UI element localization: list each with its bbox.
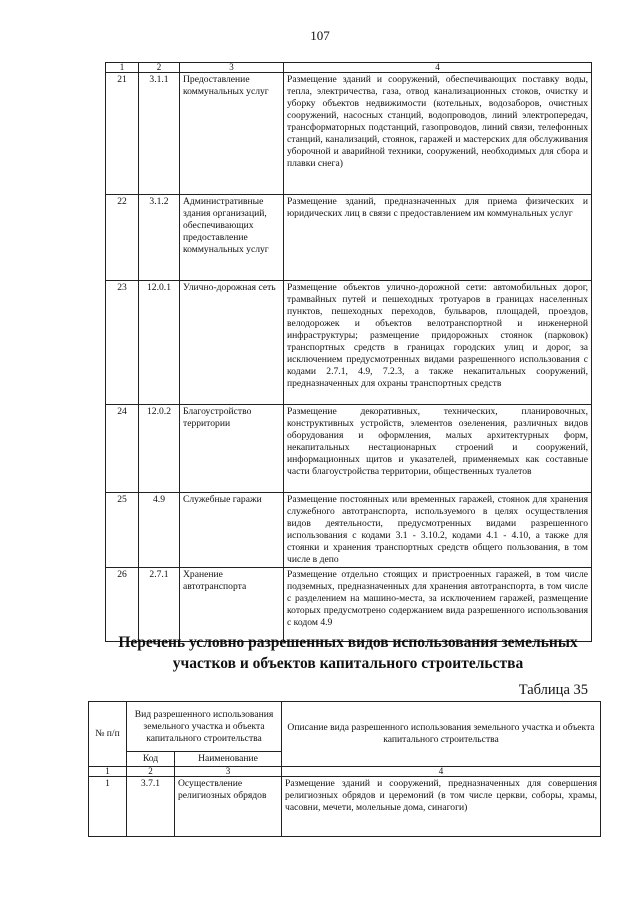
column-header-use-type: Вид разрешенного использования земельного участка и объекта капитального строительства — [127, 702, 282, 752]
column-index: 4 — [282, 767, 601, 777]
use-code: 3.7.1 — [127, 777, 175, 837]
use-description: Размещение зданий и сооружений, предназначенных для совершения религиозных обрядов и церемоний (в том числе церкви, соборы, храмы, часовни, мечети, молельные дома, синагоги) — [282, 777, 601, 837]
use-description: Размещение зданий, предназначенных для приема физических и юридических лиц в связи с предоставлением им коммунальных услуг — [284, 195, 592, 281]
column-header-name: Наименование — [175, 752, 282, 767]
column-index: 3 — [175, 767, 282, 777]
table-header-row — [89, 702, 601, 752]
column-index: 2 — [127, 767, 175, 777]
page-number: 107 — [310, 28, 330, 43]
use-description: Размещение зданий и сооружений, обеспечивающих поставку воды, тепла, электричества, газа, отвод канализационных стоков, очистку и уборку объектов недвижимости (котельных, водозаборов, очистных сооружений, насосных станций, водопроводов, линий электропередач, трансформаторных подстанций, газопроводов, линий связи, телефонных станций, канализаций, стоянок, гаражей и мастерских для обслуживания уборочной и аварийной техники, сооружений, необходимых для сбора и плавки снега) — [284, 73, 592, 195]
use-description: Размещение отдельно стоящих и пристроенных гаражей, в том числе подземных, предназначенных для хранения автотранспорта, в том числе с разделением на машино-места, за исключением гаражей, размещение которых предусмотрено содержанием вида разрешенного использования с кодом 4.9 — [284, 568, 592, 642]
column-header-code: Код — [127, 752, 175, 767]
use-code: 3.1.1 — [139, 73, 180, 195]
use-description: Размещение постоянных или временных гаражей, стоянок для хранения служебного автотранспорта, используемого в целях осуществления видов деятельности, предусмотренных видами разрешенного использования с кодами 3.1 - 3.10.2, кодами 4.1 - 4.10, а также для стоянки и хранения транспортных средств общего пользования, в том числе в депо — [284, 493, 592, 568]
row-number: 22 — [106, 195, 139, 281]
row-number: 25 — [106, 493, 139, 568]
column-header-number: № п/п — [89, 702, 127, 767]
use-name: Благоустройство территории — [180, 405, 284, 493]
use-code: 3.1.2 — [139, 195, 180, 281]
table-row — [89, 777, 601, 837]
column-index-row — [106, 63, 592, 73]
column-index: 3 — [180, 63, 284, 73]
table-row — [106, 73, 592, 195]
column-index: 4 — [284, 63, 592, 73]
use-name: Хранение автотранспорта — [180, 568, 284, 642]
use-name: Улично-дорожная сеть — [180, 281, 284, 405]
use-code: 12.0.2 — [139, 405, 180, 493]
table-row — [106, 493, 592, 568]
row-number: 21 — [106, 73, 139, 195]
use-code: 2.7.1 — [139, 568, 180, 642]
row-number: 23 — [106, 281, 139, 405]
table-row — [106, 568, 592, 642]
use-name: Предоставление коммунальных услуг — [180, 73, 284, 195]
use-code: 12.0.1 — [139, 281, 180, 405]
table-caption: Таблица 35 — [518, 682, 588, 698]
column-index: 1 — [89, 767, 127, 777]
use-description: Размещение объектов улично-дорожной сети: автомобильных дорог, трамвайных путей и пешеходных тротуаров в границах населенных пунктов, пешеходных переходов, бульваров, площадей, проездов, велодорожек и объектов велотранспортной и инженерной инфраструктуры; размещение придорожных стоянок (парковок) транспортных средств в границах городских улиц и дорог, за исключением предусмотренных видами разрешенного использования с кодами 2.7.1, 4.9, 7.2.3, а также некапитальных сооружений, предназначенных для охраны транспортных средств — [284, 281, 592, 405]
use-name: Осуществление религиозных обрядов — [175, 777, 282, 837]
column-index: 1 — [106, 63, 139, 73]
row-number: 24 — [106, 405, 139, 493]
use-name: Административные здания организаций, обеспечивающих предоставление коммунальных услуг — [180, 195, 284, 281]
column-index-row — [89, 767, 601, 777]
table-row — [106, 405, 592, 493]
conditional-use-table — [88, 701, 601, 837]
table-row — [106, 281, 592, 405]
table-row — [106, 195, 592, 281]
row-number: 26 — [106, 568, 139, 642]
section-title: Перечень условно разрешенных видов использования земельных участков и объектов капитального строительства — [118, 634, 578, 672]
use-code: 4.9 — [139, 493, 180, 568]
use-name: Служебные гаражи — [180, 493, 284, 568]
row-number: 1 — [89, 777, 127, 837]
use-description: Размещение декоративных, технических, планировочных, конструктивных устройств, элементов озеленения, различных видов оборудования и оформления, малых архитектурных форм, некапитальных нестационарных строений и сооружений, информационных щитов и указателей, применяемых как составные части благоустройства территории, общественных туалетов — [284, 405, 592, 493]
column-index: 2 — [139, 63, 180, 73]
land-use-table-continued — [105, 62, 592, 642]
column-header-description: Описание вида разрешенного использования земельного участка и объекта капитального строительства — [282, 702, 601, 767]
